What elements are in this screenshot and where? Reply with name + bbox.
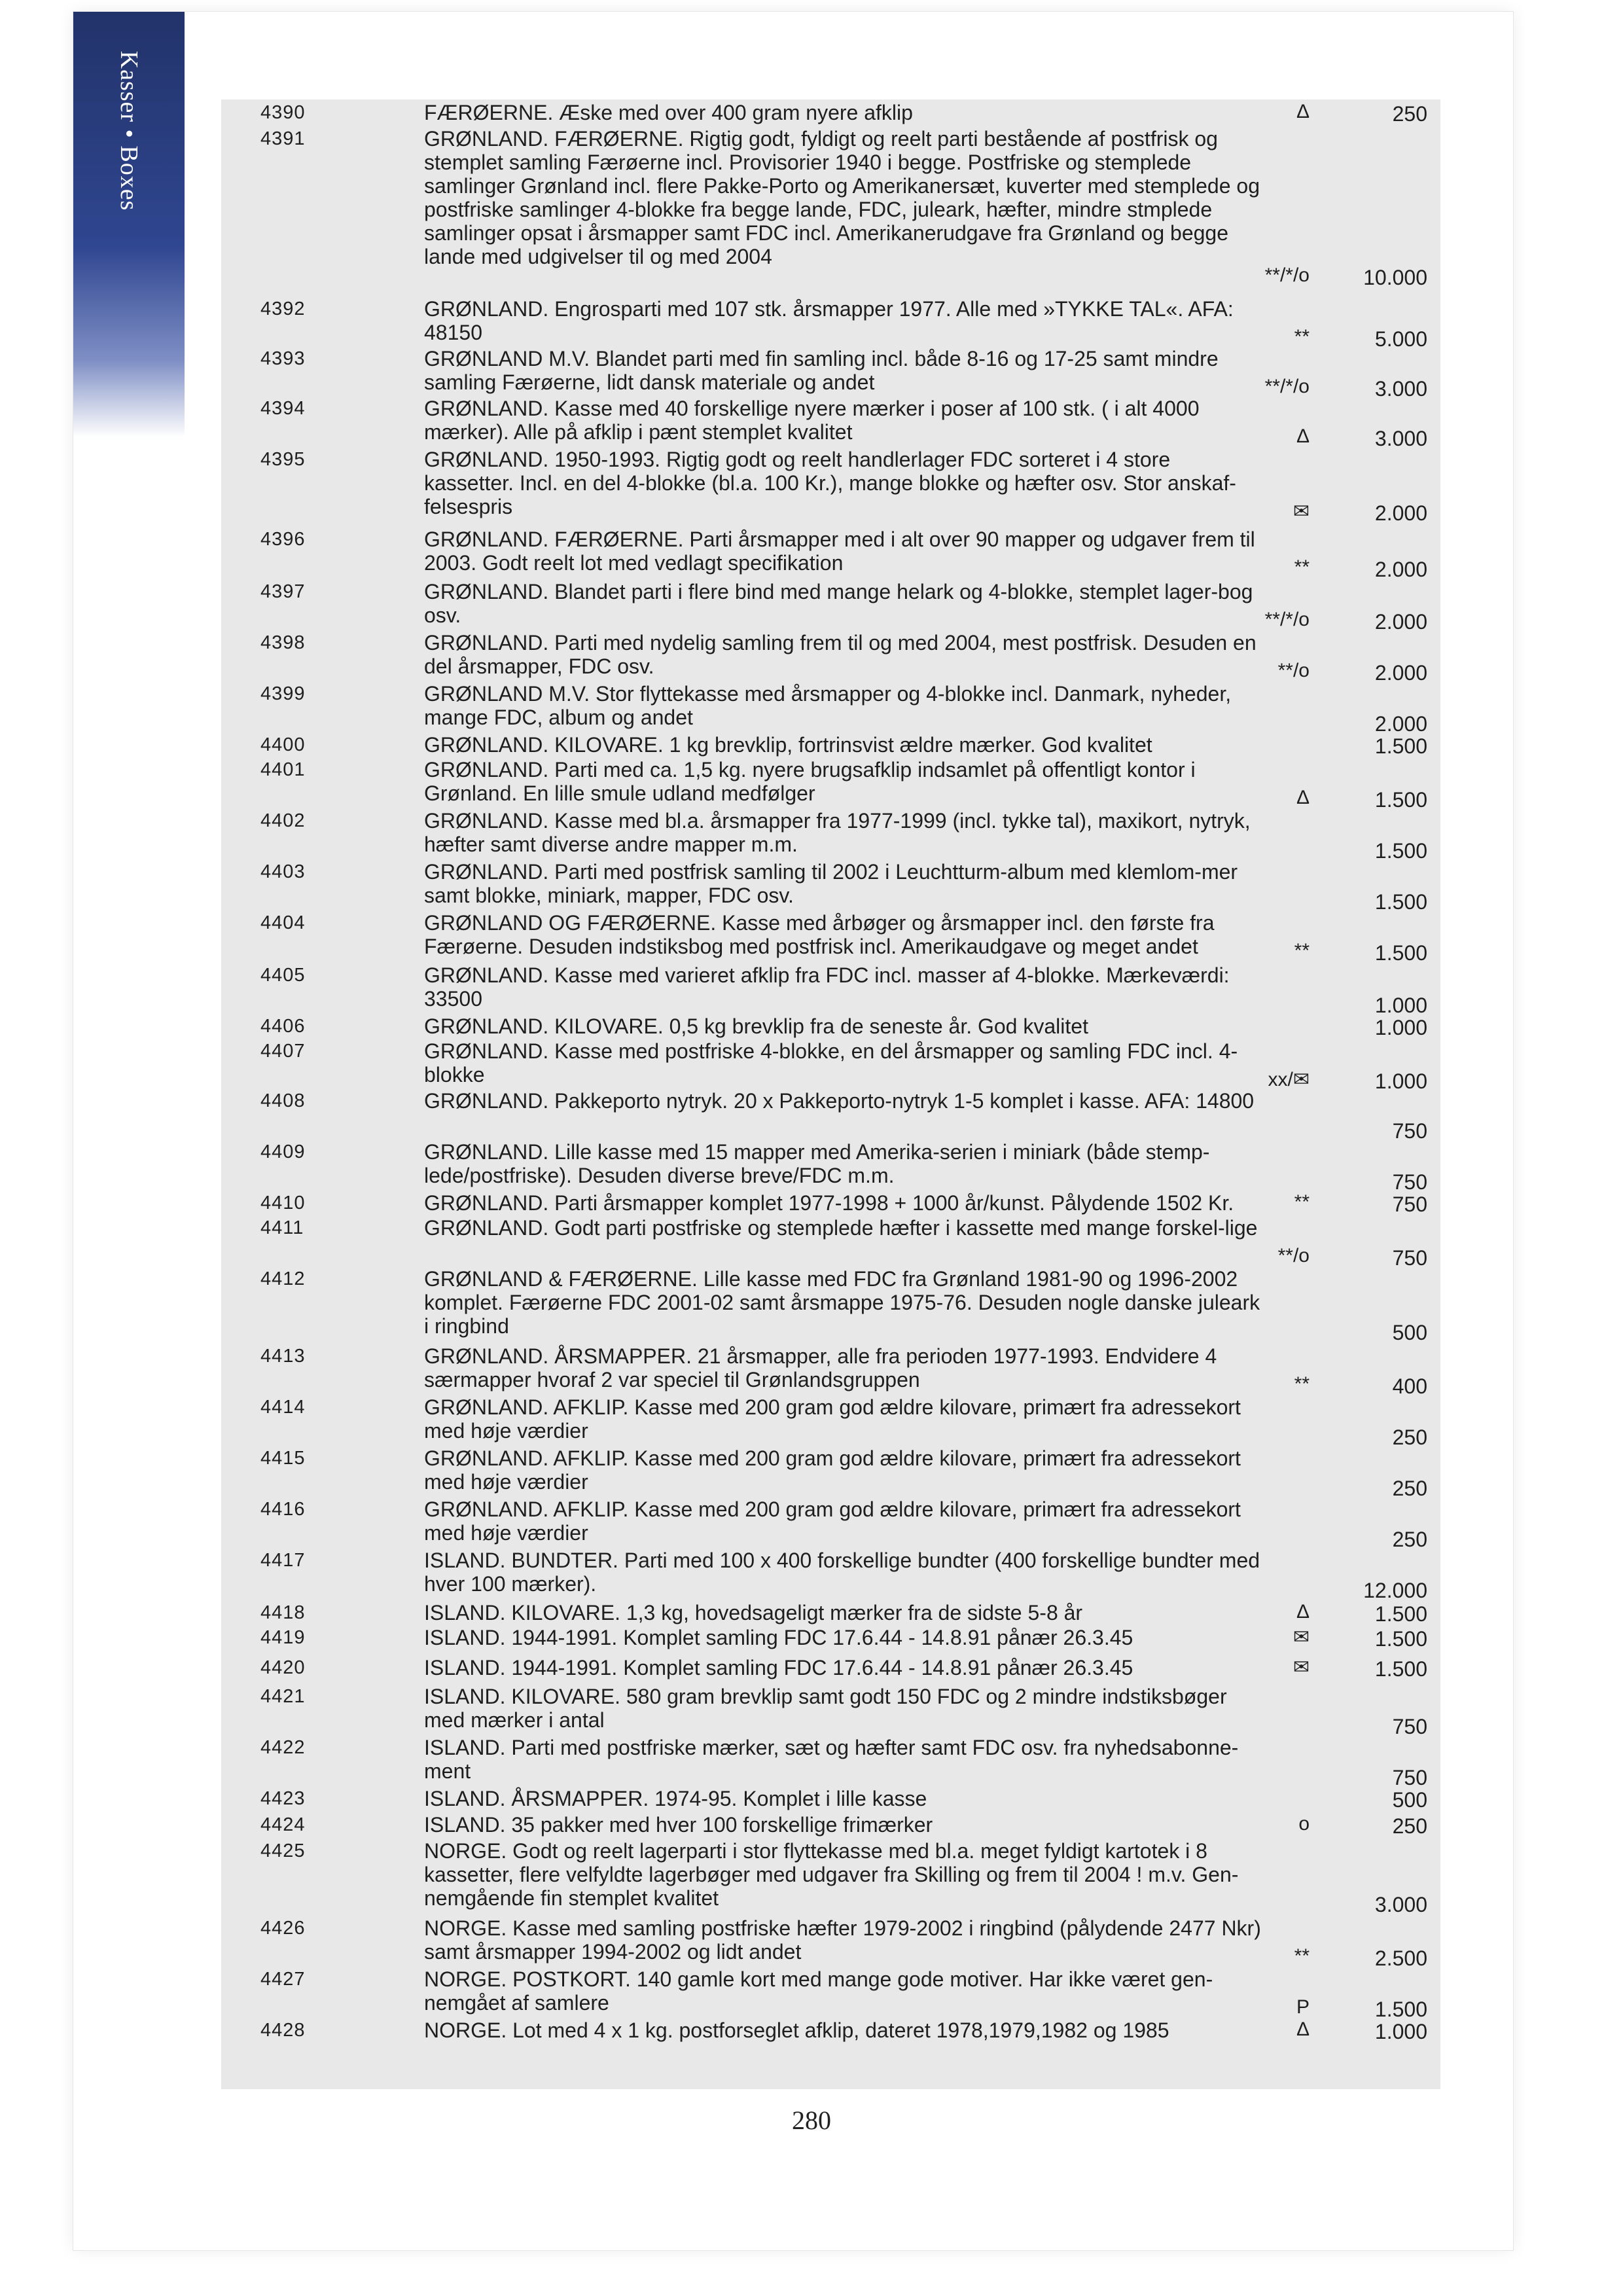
lot-price: 1.500 [1374, 1998, 1427, 2021]
lot-description: GRØNLAND. FÆRØERNE. Parti årsmapper med i alt over 90 mapper og udgaver frem til 2003. Godt reelt lot med vedlagt specifikation [424, 528, 1255, 575]
lot-description: ISLAND. Parti med postfriske mærker, sæt og hæfter samt FDC osv. fra nyhedsabonne-ment [424, 1736, 1239, 1783]
page-number: 280 [792, 2106, 831, 2135]
lot-condition: ✉ [1293, 501, 1310, 522]
lot-condition: ** [1294, 940, 1310, 961]
lot-list-panel [221, 99, 1440, 2089]
lot-price: 750 [1392, 1119, 1427, 1143]
lot-description: GRØNLAND. Parti med postfrisk samling til 2002 i Leuchtturm-album med klemlom-mer samt blokke, miniark, mapper, FDC osv. [424, 860, 1238, 907]
lot-description: GRØNLAND. Pakkeporto nytryk. 20 x Pakkeporto-nytryk 1-5 komplet i kasse. AFA: 14800 [424, 1089, 1255, 1113]
lot-price: 750 [1392, 1715, 1427, 1738]
lot-price: 2.000 [1374, 558, 1427, 581]
lot-number: 4428 [260, 2020, 306, 2041]
lot-number: 4395 [260, 449, 306, 470]
lot-description: GRØNLAND M.V. Blandet parti med fin samling incl. både 8-16 og 17-25 samt mindre samling Færøerne, lidt dansk materiale og andet [424, 347, 1219, 394]
lot-number: 4411 [260, 1217, 304, 1238]
lot-price: 750 [1392, 1170, 1427, 1194]
lot-number: 4406 [260, 1016, 306, 1037]
lot-condition: **/*/o [1264, 609, 1310, 630]
lot-price: 750 [1392, 1246, 1427, 1270]
lot-price: 750 [1392, 1766, 1427, 1789]
lot-description: GRØNLAND. 1950-1993. Rigtig godt og reelt handlerlager FDC sorteret i 4 store kassetter. Incl. en del 4-blokke (bl.a. 100 Kr.), mange blokke og hæfter osv. Stor anskaf-felsespris [424, 448, 1236, 518]
lot-condition: Δ [1296, 101, 1310, 122]
lot-price: 3.000 [1374, 427, 1427, 450]
lot-description: GRØNLAND. KILOVARE. 1 kg brevklip, fortrinsvist ældre mærker. God kvalitet [424, 733, 1152, 757]
lot-number: 4425 [260, 1840, 306, 1861]
lot-description: GRØNLAND. Parti med nydelig samling frem til og med 2004, mest postfrisk. Desuden en del årsmapper, FDC osv. [424, 631, 1257, 678]
lot-condition: **/*/o [1264, 376, 1310, 397]
lot-price: 1.500 [1374, 890, 1427, 914]
lot-price: 1.000 [1374, 994, 1427, 1017]
lot-number: 4399 [260, 683, 306, 704]
lot-description: NORGE. Lot med 4 x 1 kg. postforseglet afklip, dateret 1978,1979,1982 og 1985 [424, 2018, 1169, 2042]
lot-price: 250 [1392, 1426, 1427, 1449]
lot-number: 4403 [260, 861, 306, 882]
lot-condition: ** [1294, 326, 1310, 348]
lot-description: GRØNLAND M.V. Stor flyttekasse med årsmapper og 4-blokke incl. Danmark, nyheder, mange FDC, album og andet [424, 682, 1232, 729]
lot-price: 2.500 [1374, 1946, 1427, 1970]
lot-number: 4415 [260, 1448, 306, 1469]
lot-price: 1.000 [1374, 2020, 1427, 2043]
lot-number: 4401 [260, 759, 306, 780]
lot-price: 2.000 [1374, 712, 1427, 736]
lot-price: 1.500 [1374, 839, 1427, 863]
lot-number: 4414 [260, 1397, 306, 1418]
lot-number: 4422 [260, 1737, 306, 1758]
lot-condition: Δ [1296, 1601, 1310, 1623]
lot-number: 4423 [260, 1788, 306, 1809]
lot-description: GRØNLAND. Lille kasse med 15 mapper med Amerika-serien i miniark (både stemp-lede/postfriske). Desuden diverse breve/FDC m.m. [424, 1140, 1210, 1187]
lot-condition: ✉ [1293, 1657, 1310, 1678]
lot-description: GRØNLAND. Parti årsmapper komplet 1977-1998 + 1000 år/kunst. Pålydende 1502 Kr. [424, 1191, 1234, 1215]
lot-price: 1.000 [1374, 1069, 1427, 1093]
lot-price: 1.500 [1374, 734, 1427, 758]
lot-number: 4396 [260, 529, 306, 550]
lot-number: 4427 [260, 1969, 306, 1990]
lot-description: ISLAND. 1944-1991. Komplet samling FDC 17.6.44 - 14.8.91 pånær 26.3.45 [424, 1656, 1133, 1679]
section-side-tab-label: Kasser • Boxes [115, 50, 143, 211]
lot-description: ISLAND. KILOVARE. 580 gram brevklip samt godt 150 FDC og 2 mindre indstiksbøger med mærker i antal [424, 1685, 1227, 1732]
lot-price: 750 [1392, 1193, 1427, 1216]
lot-number: 4393 [260, 348, 306, 369]
lot-condition: ✉ [1293, 1626, 1310, 1648]
lot-description: NORGE. Kasse med samling postfriske hæfter 1979-2002 i ringbind (pålydende 2477 Nkr) samt årsmapper 1994-2002 og lidt andet [424, 1916, 1261, 1964]
lot-description: ISLAND. 1944-1991. Komplet samling FDC 17.6.44 - 14.8.91 pånær 26.3.45 [424, 1626, 1133, 1649]
lot-price: 250 [1392, 102, 1427, 126]
lot-number: 4416 [260, 1499, 306, 1520]
lot-number: 4410 [260, 1193, 306, 1213]
lot-description: ISLAND. ÅRSMAPPER. 1974-95. Komplet i lille kasse [424, 1787, 927, 1810]
lot-condition: ** [1294, 1945, 1310, 1967]
lot-number: 4397 [260, 581, 306, 602]
lot-number: 4400 [260, 734, 306, 755]
lot-number: 4426 [260, 1918, 306, 1939]
lot-number: 4418 [260, 1602, 306, 1623]
lot-number: 4419 [260, 1627, 306, 1648]
lot-condition: ** [1294, 1373, 1310, 1395]
lot-description: GRØNLAND. Engrosparti med 107 stk. årsmapper 1977. Alle med »TYKKE TAL«. AFA: 48150 [424, 297, 1234, 344]
lot-condition: Δ [1296, 787, 1310, 808]
lot-description: NORGE. Godt og reelt lagerparti i stor flyttekasse med bl.a. meget fyldigt kartotek i 8 kassetter, flere velfyldte lagerbøger med udgaver fra Skilling og frem til 2004 ! m.v. Gen-nemgående fin stemplet kvalitet [424, 1839, 1239, 1910]
lot-description: GRØNLAND. Blandet parti i flere bind med mange helark og 4-blokke, stemplet lager-bog osv. [424, 580, 1253, 627]
lot-number: 4409 [260, 1141, 306, 1162]
lot-condition: P [1296, 1996, 1310, 2018]
lot-price: 1.500 [1374, 788, 1427, 812]
lot-description: GRØNLAND. KILOVARE. 0,5 kg brevklip fra de seneste år. God kvalitet [424, 1014, 1088, 1038]
lot-description: ISLAND. KILOVARE. 1,3 kg, hovedsageligt mærker fra de sidste 5-8 år [424, 1601, 1083, 1624]
lot-description: GRØNLAND. ÅRSMAPPER. 21 årsmapper, alle fra perioden 1977-1993. Endvidere 4 særmapper hvoraf 2 var speciel til Grønlandsgruppen [424, 1344, 1217, 1391]
section-side-tab [73, 12, 185, 437]
lot-number: 4390 [260, 102, 306, 123]
lot-condition: xx/✉ [1268, 1069, 1310, 1090]
lot-price: 1.500 [1374, 1602, 1427, 1626]
lot-description: ISLAND. 35 pakker med hver 100 forskellige frimærker [424, 1813, 933, 1837]
lot-number: 4407 [260, 1041, 306, 1062]
lot-description: GRØNLAND & FÆRØERNE. Lille kasse med FDC fra Grønland 1981-90 og 1996-2002 komplet. Færøerne FDC 2001-02 samt årsmappe 1975-76. Desuden nogle danske juleark i ringbind [424, 1267, 1260, 1338]
lot-number: 4408 [260, 1090, 306, 1111]
lot-price: 5.000 [1374, 327, 1427, 351]
lot-number: 4420 [260, 1657, 306, 1678]
lot-number: 4417 [260, 1550, 306, 1571]
lot-condition: Δ [1296, 2018, 1310, 2040]
lot-price: 2.000 [1374, 610, 1427, 634]
lot-price: 400 [1392, 1374, 1427, 1398]
lot-condition: **/o [1277, 660, 1310, 681]
lot-condition: Δ [1296, 425, 1310, 447]
lot-description: GRØNLAND. Kasse med postfriske 4-blokke, en del årsmapper og samling FDC incl. 4-blokke [424, 1039, 1238, 1086]
lot-number: 4392 [260, 298, 306, 319]
lot-number: 4398 [260, 632, 306, 653]
lot-number: 4405 [260, 965, 306, 986]
lot-price: 1.000 [1374, 1016, 1427, 1039]
lot-condition: **/*/o [1264, 264, 1310, 286]
lot-description: FÆRØERNE. Æske med over 400 gram nyere afklip [424, 101, 913, 124]
lot-price: 250 [1392, 1814, 1427, 1838]
lot-description: GRØNLAND. Kasse med varieret afklip fra FDC incl. masser af 4-blokke. Mærkeværdi: 33500 [424, 963, 1230, 1011]
lot-price: 1.500 [1374, 1657, 1427, 1681]
lot-description: GRØNLAND. Parti med ca. 1,5 kg. nyere brugsafklip indsamlet på offentligt kontor i Grønland. En lille smule udland medfølger [424, 758, 1196, 805]
lot-condition: **/o [1277, 1245, 1310, 1266]
lot-price: 500 [1392, 1788, 1427, 1812]
lot-description: GRØNLAND. AFKLIP. Kasse med 200 gram god ældre kilovare, primært fra adressekort med høje værdier [424, 1498, 1241, 1545]
lot-price: 3.000 [1374, 1893, 1427, 1916]
lot-condition: o [1298, 1813, 1310, 1835]
lot-price: 2.000 [1374, 501, 1427, 525]
lot-number: 4413 [260, 1346, 306, 1367]
lot-price: 250 [1392, 1528, 1427, 1551]
lot-description: GRØNLAND. Kasse med 40 forskellige nyere mærker i poser af 100 stk. ( i alt 4000 mærker). Alle på afklip i pænt stemplet kvalitet [424, 397, 1200, 444]
lot-condition: ** [1294, 1191, 1310, 1213]
lot-number: 4404 [260, 912, 306, 933]
lot-description: GRØNLAND. Godt parti postfriske og stemplede hæfter i kassette med mange forskel-lige [424, 1216, 1258, 1240]
lot-price: 2.000 [1374, 661, 1427, 685]
lot-price: 1.500 [1374, 1627, 1427, 1651]
lot-description: NORGE. POSTKORT. 140 gamle kort med mange gode motiver. Har ikke været gen-nemgået af samlere [424, 1967, 1213, 2015]
lot-number: 4402 [260, 810, 306, 831]
lot-number: 4421 [260, 1686, 306, 1707]
lot-description: GRØNLAND. AFKLIP. Kasse med 200 gram god ældre kilovare, primært fra adressekort med høje værdier [424, 1395, 1241, 1443]
lot-description: ISLAND. BUNDTER. Parti med 100 x 400 forskellige bundter (400 forskellige bundter med hver 100 mærker). [424, 1549, 1260, 1596]
lot-price: 10.000 [1363, 266, 1427, 289]
lot-number: 4391 [260, 128, 306, 149]
lot-number: 4424 [260, 1814, 306, 1835]
lot-price: 3.000 [1374, 377, 1427, 401]
lot-number: 4412 [260, 1268, 306, 1289]
lot-price: 12.000 [1363, 1579, 1427, 1602]
lot-description: GRØNLAND OG FÆRØERNE. Kasse med årbøger og årsmapper incl. den første fra Færøerne. Desuden indstiksbog med postfrisk incl. Amerikaudgave og meget andet [424, 911, 1215, 958]
lot-description: GRØNLAND. FÆRØERNE. Rigtig godt, fyldigt og reelt parti bestående af postfrisk og stemplet samling Færøerne incl. Provisorier 1940 i begge. Postfriske og stemplede samlinger Grønland incl. flere Pakke-Porto og Amerikanersæt, kuverter med stemplede og postfriske samlinger 4-blokke fra begge lande, FDC, juleark, hæfter, mindre stmplede samlinger opsat i årsmapper samt FDC incl. Amerikanerudgave fra Grønland og begge lande med udgivelser til og med 2004 [424, 127, 1260, 268]
lot-condition: ** [1294, 556, 1310, 578]
lot-price: 250 [1392, 1477, 1427, 1500]
lot-price: 500 [1392, 1321, 1427, 1344]
lot-number: 4394 [260, 398, 306, 419]
lot-price: 1.500 [1374, 941, 1427, 965]
lot-description: GRØNLAND. AFKLIP. Kasse med 200 gram god ældre kilovare, primært fra adressekort med høje værdier [424, 1446, 1241, 1494]
lot-description: GRØNLAND. Kasse med bl.a. årsmapper fra 1977-1999 (incl. tykke tal), maxikort, nytryk, hæfter samt diverse andre mapper m.m. [424, 809, 1251, 856]
